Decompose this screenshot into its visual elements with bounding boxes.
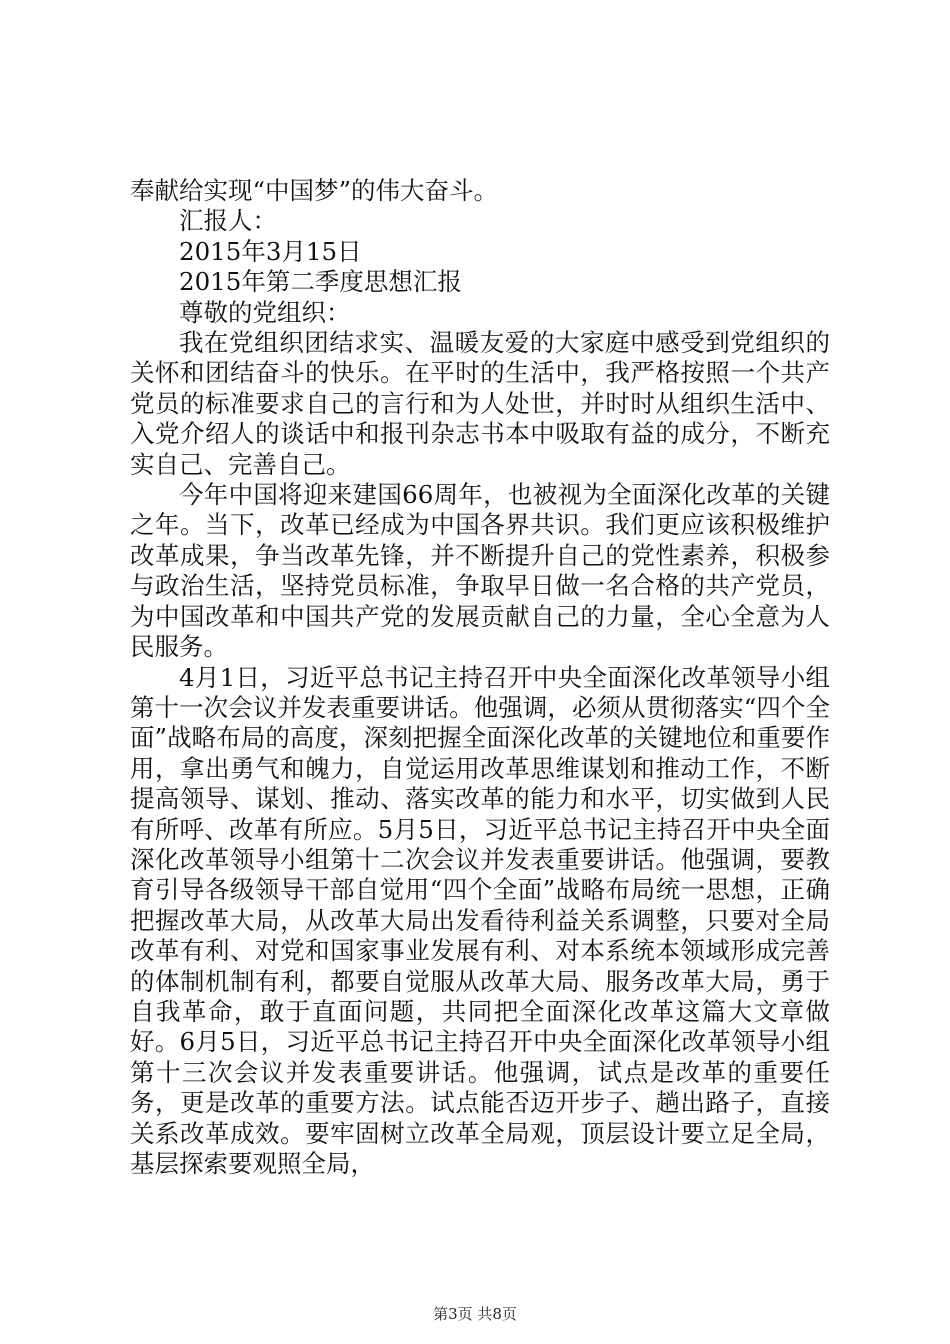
report-title: 2015年第二季度思想汇报	[179, 267, 462, 297]
reporter-label: 汇报人：	[179, 206, 277, 236]
page-number-footer: 第3页 共8页	[433, 1305, 517, 1323]
report-date: 2015年3月15日	[179, 236, 362, 266]
continued-paragraph: 奉献给实现“中国梦”的伟大奋斗。	[130, 176, 499, 205]
document-body	[130, 176, 830, 1179]
body-paragraph: 4月1日，习近平总书记主持召开中央全面深化改革领导小组第十一次会议并发表重要讲话。他强调，必须从贯彻落实“四个全面”战略布局的高度，深刻把握全面深化改革的关键地位和重要作用，拿出勇气和魄力，自觉运用改革思维谋划和推动工作，不断提高领导、谋划、推动、落实改革的能力和水平，切实做到人民有所呼、改革有所应。5月5日，习近平总书记主持召开中央全面深化改革领导小组第十二次会议并发表重要讲话。他强调，要教育引导各级领导干部自觉用“四个全面”战略布局统一思想，正确把握改革大局，从改革大局出发看待利益关系调整，只要对全局改革有利、对党和国家事业发展有利、对本系统本领域形成完善的体制机制有利，都要自觉服从改革大局、服务改革大局，勇于自我革命，敢于直面问题，共同把全面深化改革这篇大文章做好。6月5日，习近平总书记主持召开中央全面深化改革领导小组第十三次会议并发表重要讲话。他强调，试点是改革的重要任务，更是改革的重要方法。试点能否迈开步子、趟出路子，直接关系改革成效。要牢固树立改革全局观，顶层设计要立足全局，基层探索要观照全局，	[130, 662, 830, 1178]
body-paragraph: 今年中国将迎来建国66周年，也被视为全面深化改革的关键之年。当下，改革已经成为中国各界共识。我们更应该积极维护改革成果，争当改革先锋，并不断提升自己的党性素养，积极参与政治生活，坚持党员标准，争取早日做一名合格的共产党员，为中国改革和中国共产党的发展贡献自己的力量，全心全意为人民服务。	[130, 480, 830, 662]
body-paragraph: 我在党组织团结求实、温暖友爱的大家庭中感受到党组织的关怀和团结奋斗的快乐。在平时的生活中，我严格按照一个共产党员的标准要求自己的言行和为人处世，并时时从组织生活中、入党介绍人的谈话中和报刊杂志书本中吸取有益的成分，不断充实自己、完善自己。	[130, 328, 830, 479]
salutation: 尊敬的党组织：	[179, 297, 351, 327]
